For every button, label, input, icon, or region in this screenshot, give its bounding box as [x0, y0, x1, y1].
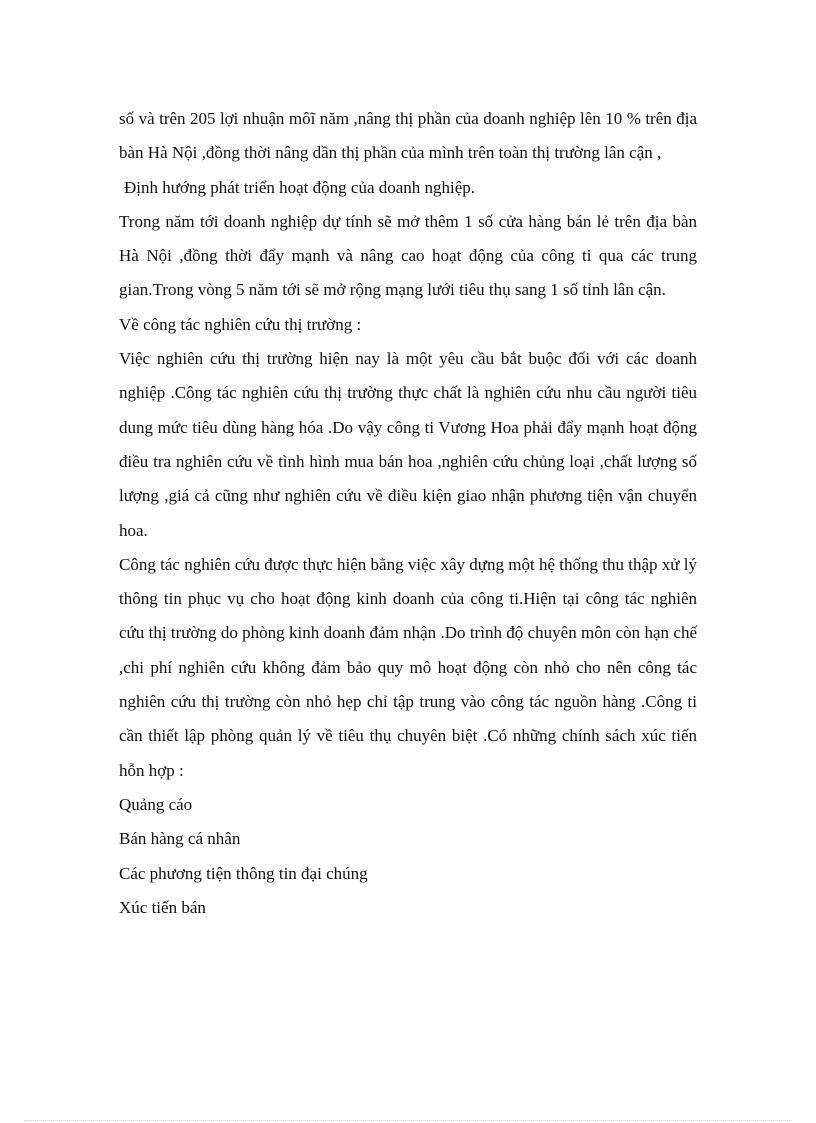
paragraph-market-research-need: Việc nghiên cứu thị trường hiện nay là một yêu cầu bắt buộc đối với các doanh nghiệp .Công tác nghiên cứu thị trường thực chất là nghiên cứu nhu cầu người tiêu dung mức tiêu dùng hàng hóa .Do vậy công ti Vương Hoa phải đẩy mạnh hoạt động điều tra nghiên cứu về tình hình mua bán hoa ,nghiên cứu chủng loại ,chất lượng số lượng ,giá cả cũng như nghiên cứu về điều kiện giao nhận phương tiện vận chuyển hoa. — [119, 349, 697, 540]
list-item-sales-promotion: Xúc tiến bán — [119, 897, 206, 917]
paragraph-expansion-plan: Trong năm tới doanh nghiệp dự tính sẽ mở thêm 1 số cửa hàng bán lẻ trên địa bàn Hà Nội ,đồng thời đẩy mạnh và nâng cao hoạt động của công ti qua các trung gian.Trong vòng 5 năm tới sẽ mở rộng mạng lưới tiêu thụ sang 1 số tỉnh lân cận. — [119, 211, 697, 300]
paragraph-market-share-goal: số và trên 205 lợi nhuận môĩ năm ,nâng thị phần của doanh nghiệp lên 10 % trên địa bàn Hà Nội ,đồng thời nâng dần thị phần của mình trên toàn thị trường lân cận , — [119, 109, 697, 163]
heading-market-research: Về công tác nghiên cứu thị trường : — [119, 314, 362, 334]
list-item-personal-selling: Bán hàng cá nhân — [119, 829, 241, 849]
document-page — [119, 102, 697, 925]
page-bottom-divider — [24, 1120, 792, 1121]
list-item-advertising: Quảng cáo — [119, 794, 193, 814]
heading-development-direction: Định hướng phát triển hoạt động của doanh nghiệp. — [124, 177, 476, 197]
list-item-mass-media: Các phương tiện thông tin đại chúng — [119, 863, 368, 883]
paragraph-research-system: Công tác nghiên cứu được thực hiện bằng việc xây dựng một hệ thống thu thập xử lý thông tin phục vụ cho hoạt động kinh doanh của công ti.Hiện tại công tác nghiên cứu thị trường do phòng kinh doanh đảm nhận .Do trình độ chuyên môn còn hạn chế ,chi phí nghiên cứu không đảm bảo quy mô hoạt động còn nhỏ cho nên công tác nghiên cứu thị trường còn nhỏ hẹp chỉ tập trung vào công tác nguồn hàng .Công ti cần thiết lập phòng quản lý về tiêu thụ chuyên biệt .Có những chính sách xúc tiến hỗn hợp : — [119, 554, 697, 780]
